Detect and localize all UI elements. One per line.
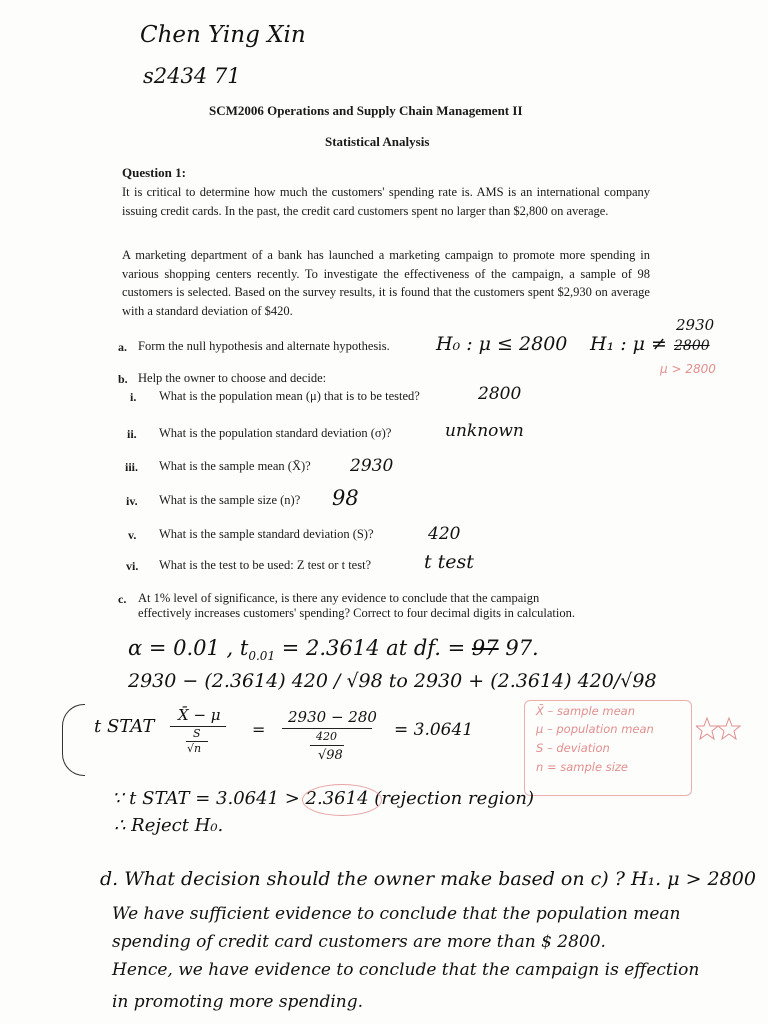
conclusion-line2: ∴ Reject H₀. [114,815,224,836]
part-b-item-answer: 2930 [350,456,394,476]
part-a-h1-struck: 2800 [674,338,710,354]
part-c-work-line2: 2930 − (2.3614) 420 / √98 to 2930 + (2.3614) 420/√98 [128,670,657,692]
part-d-line3: spending of credit card customers are more than $ 2800. [112,932,606,952]
part-c-work-line1 [128,636,539,663]
part-b-item-question: What is the test to be used: Z test or t test? [159,558,372,572]
formula-sqrt-n: √n [187,742,202,755]
part-b-item-answer: 98 [332,486,359,510]
part-c-critical: = 2.3614 at df. = [275,636,466,660]
part-b-item-answer: 420 [428,524,461,544]
part-b-item-question: What is the sample mean (X̄)? [159,459,311,473]
star-doodle-icon [696,716,742,742]
part-c-alpha-sub: 0.01 [248,649,276,664]
part-b-intro: Help the owner to choose and decide: [138,371,327,385]
legend-item: n = sample size [536,760,628,774]
part-b-item-question: What is the population mean (μ) that is to be tested? [159,389,420,403]
course-title: SCM2006 Operations and Supply Chain Management II [209,103,523,118]
legend-item: μ – population mean [536,722,654,736]
formula-s: S [193,727,201,740]
part-b-item-num: v. [128,528,137,542]
substitution-bar [282,728,372,729]
part-b-item-question: What is the sample standard deviation (S)? [159,527,374,541]
part-b-item-answer: unknown [445,421,524,441]
student-name: Chen Ying Xin [140,22,306,48]
question-paragraph-2: A marketing department of a bank has launched a marketing campaign to promote more spending in various shopping centers recently. To investigate the effectiveness of the campaign, a sample of 98 customers is selected. Based on the survey results, it is found that the customers spent $2,930 on average with a standard deviation of $420. [122,248,650,318]
conclusion-line1: ∵ t STAT = 3.0641 > 2.3614 (rejection region) [112,788,534,809]
part-c-label: c. [118,592,127,606]
part-b-item-answer: t test [424,551,474,573]
part-d-line1: d. What decision should the owner make based on c) ? H₁. μ > 2800 [100,868,756,890]
formula-equals: = [252,720,266,739]
part-b-item-num: i. [130,390,137,404]
part-d-line4: Hence, we have evidence to conclude that the campaign is effection [112,960,700,980]
student-id: s2434 71 [143,64,241,88]
part-b-item-num: iv. [126,494,138,508]
substitution-inner-bar [310,745,344,746]
part-a-question: Form the null hypothesis and alternate hypothesis. [138,339,390,353]
part-a-h1: H₁ : μ ≠ [590,333,667,355]
part-c-question-line2: effectively increases customers' spending? Correct to four decimal digits in calculation. [138,606,575,620]
substitution-s: 420 [316,730,337,743]
tstat-result: = 3.0641 [394,720,474,740]
circle-critical-value [302,784,382,816]
part-a-label: a. [118,340,127,354]
question-heading: Question 1: [122,165,186,180]
part-b-label: b. [118,372,128,386]
left-bracket [62,704,85,776]
part-b-item-num: ii. [127,427,137,441]
part-c-alpha: α = 0.01 , t [128,636,249,660]
substitution-sqrt: √98 [318,748,343,763]
part-a-h1-correction: 2930 [676,316,715,334]
part-c-df: 97. [498,636,539,660]
part-a-h0: H₀ : μ ≤ 2800 [436,333,568,355]
part-b-item-num: vi. [126,559,139,573]
question-paragraph-1: It is critical to determine how much the customers' spending rate is. AMS is an international company issuing credit cards. In the past, the credit card customers spent no larger than $2,800 on average. [122,185,650,218]
tstat-label: t STAT [94,716,155,737]
part-b-item-answer: 2800 [478,384,522,404]
part-a-red-note: μ > 2800 [660,362,716,376]
part-b-item-question: What is the sample size (n)? [159,493,301,507]
section-title: Statistical Analysis [325,134,430,149]
formula-numerator: X̄ − μ [178,706,221,724]
part-d-line2: We have sufficient evidence to conclude that the population mean [112,904,681,924]
part-b-item-num: iii. [125,460,139,474]
legend-item: X̄ – sample mean [536,704,636,718]
legend-item: S – deviation [536,741,610,755]
part-b-item-question: What is the population standard deviation (σ)? [159,426,392,440]
part-c-struck-df: 97 [471,636,499,660]
substitution-numerator: 2930 − 280 [288,708,377,726]
part-c-question-line1: At 1% level of significance, is there any evidence to conclude that the campaign [138,591,540,605]
part-d-line5: in promoting more spending. [112,992,364,1012]
